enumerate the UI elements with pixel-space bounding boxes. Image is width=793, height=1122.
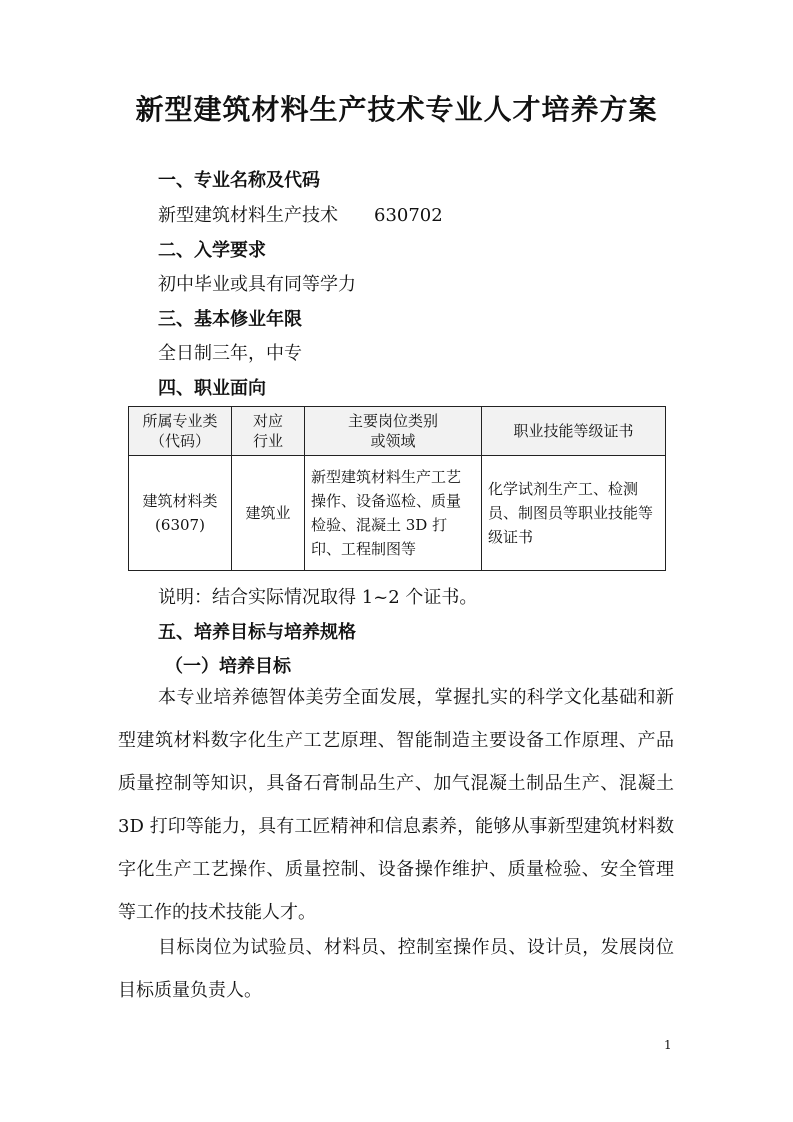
- table-row: [129, 456, 666, 571]
- cell-positions: 新型建筑材料生产工艺操作、设备巡检、质量检验、混凝土 3D 打印、工程制图等: [305, 456, 482, 571]
- header-industry-line1: 对应: [252, 412, 283, 430]
- header-industry: [232, 407, 305, 456]
- section-heading-goals: 五、培养目标与培养规格: [158, 622, 356, 643]
- major-code: 630702: [374, 205, 443, 226]
- section-heading-name-code: 一、专业名称及代码: [158, 170, 320, 191]
- header-category: [129, 407, 232, 456]
- section-heading-career: 四、职业面向: [158, 378, 266, 399]
- table-note: 说明：结合实际情况取得 1~2 个证书。: [158, 587, 478, 608]
- cell-industry: 建筑业: [232, 456, 305, 571]
- cell-certificates: 化学试剂生产工、检测员、制图员等职业技能等级证书: [482, 456, 666, 571]
- table-header-row: [129, 407, 666, 456]
- header-certificates: 职业技能等级证书: [482, 407, 666, 456]
- career-table: [128, 406, 666, 571]
- subsection-heading-goals: （一）培养目标: [165, 656, 291, 677]
- goals-paragraph: 本专业培养德智体美劳全面发展，掌握扎实的科学文化基础和新型建筑材料数字化生产工艺原理、智能制造主要设备工作原理、产品质量控制等知识，具备石膏制品生产、加气混凝土制品生产、混凝土 3D 打印等能力，具有工匠精神和信息素养，能够从事新型建筑材料数字化生产工艺操作、质量控制、设备操作维护、质量检验、安全管理等工作的技术技能人才。: [118, 687, 674, 923]
- major-name-line: [158, 201, 443, 227]
- cell-category-code: (6307): [155, 516, 205, 534]
- major-name: 新型建筑材料生产技术: [158, 205, 338, 226]
- section-heading-admission: 二、入学要求: [158, 240, 266, 261]
- document-title: 新型建筑材料生产技术专业人才培养方案: [135, 93, 658, 126]
- header-industry-line2: 行业: [252, 432, 283, 450]
- section-heading-duration: 三、基本修业年限: [158, 309, 302, 330]
- page-number: 1: [664, 1038, 672, 1052]
- target-positions-paragraph: 目标岗位为试验员、材料员、控制室操作员、设计员，发展岗位目标质量负责人。: [118, 937, 674, 1001]
- header-positions: [305, 407, 482, 456]
- header-positions-line1: 主要岗位类别: [347, 412, 438, 430]
- cell-category: [129, 456, 232, 571]
- header-positions-line2: 或领域: [370, 432, 416, 450]
- header-category-line1: 所属专业类: [142, 412, 218, 430]
- header-category-line2: （代码）: [149, 432, 210, 450]
- cell-category-name: 建筑材料类: [142, 492, 218, 510]
- duration-text: 全日制三年，中专: [158, 343, 302, 364]
- admission-text: 初中毕业或具有同等学力: [158, 274, 356, 295]
